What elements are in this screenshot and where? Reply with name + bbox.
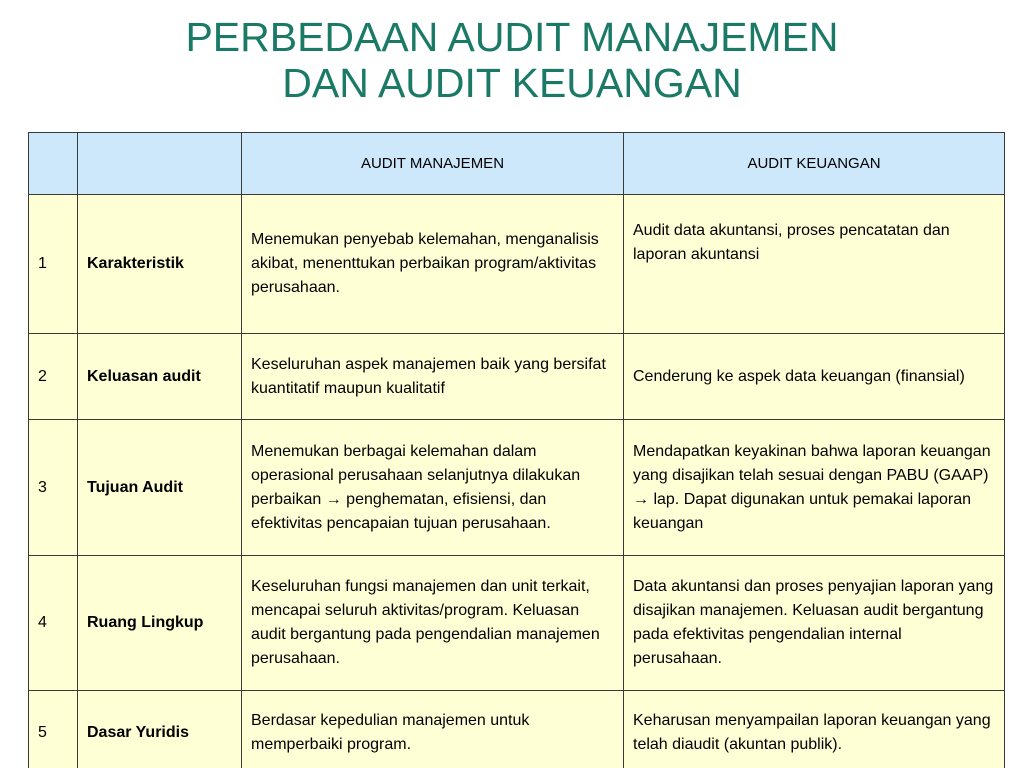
row-number: 5 [29, 691, 78, 768]
header-audit-manajemen: AUDIT MANAJEMEN [242, 133, 624, 195]
header-number [29, 133, 78, 195]
comparison-table [28, 132, 1005, 768]
row-number: 4 [29, 556, 78, 691]
row-aspect: Karakteristik [78, 195, 242, 334]
slide-title-line-1: PERBEDAAN AUDIT MANAJEMEN [185, 14, 839, 60]
cell-audit-keuangan: Data akuntansi dan proses penyajian laporan yang disajikan manajemen. Keluasan audit bergantung pada efektivitas pengendalian internal perusahaan. [624, 556, 1005, 691]
row-aspect: Tujuan Audit [78, 420, 242, 556]
cell-audit-keuangan: Keharusan menyampailan laporan keuangan yang telah diaudit (akuntan publik). [624, 691, 1005, 768]
table-row [29, 691, 1005, 768]
slide-title-line-2: DAN AUDIT KEUANGAN [282, 60, 742, 106]
table-row [29, 334, 1005, 420]
cell-audit-keuangan: Audit data akuntansi, proses pencatatan dan laporan akuntansi [624, 195, 1005, 334]
cell-audit-keuangan: Cenderung ke aspek data keuangan (finansial) [624, 334, 1005, 420]
cell-audit-manajemen: Menemukan berbagai kelemahan dalam operasional perusahaan selanjutnya dilakukan perbaikan → penghematan, efisiensi, dan efektivitas pencapaian tujuan perusahaan. [242, 420, 624, 556]
row-number: 2 [29, 334, 78, 420]
row-aspect: Dasar Yuridis [78, 691, 242, 768]
slide-title [0, 14, 1024, 106]
row-aspect: Keluasan audit [78, 334, 242, 420]
header-audit-keuangan: AUDIT KEUANGAN [624, 133, 1005, 195]
row-number: 3 [29, 420, 78, 556]
row-aspect: Ruang Lingkup [78, 556, 242, 691]
table-row [29, 420, 1005, 556]
table-header-row [29, 133, 1005, 195]
cell-audit-manajemen: Berdasar kepedulian manajemen untuk memperbaiki program. [242, 691, 624, 768]
header-aspect [78, 133, 242, 195]
cell-audit-manajemen: Keseluruhan aspek manajemen baik yang bersifat kuantitatif maupun kualitatif [242, 334, 624, 420]
cell-audit-keuangan: Mendapatkan keyakinan bahwa laporan keuangan yang disajikan telah sesuai dengan PABU (GAAP) → lap. Dapat digunakan untuk pemakai laporan keuangan [624, 420, 1005, 556]
table-row [29, 195, 1005, 334]
table-row [29, 556, 1005, 691]
cell-audit-manajemen: Keseluruhan fungsi manajemen dan unit terkait, mencapai seluruh aktivitas/program. Keluasan audit bergantung pada pengendalian manajemen perusahaan. [242, 556, 624, 691]
cell-audit-manajemen: Menemukan penyebab kelemahan, menganalisis akibat, menenttukan perbaikan program/aktivitas perusahaan. [242, 195, 624, 334]
row-number: 1 [29, 195, 78, 334]
